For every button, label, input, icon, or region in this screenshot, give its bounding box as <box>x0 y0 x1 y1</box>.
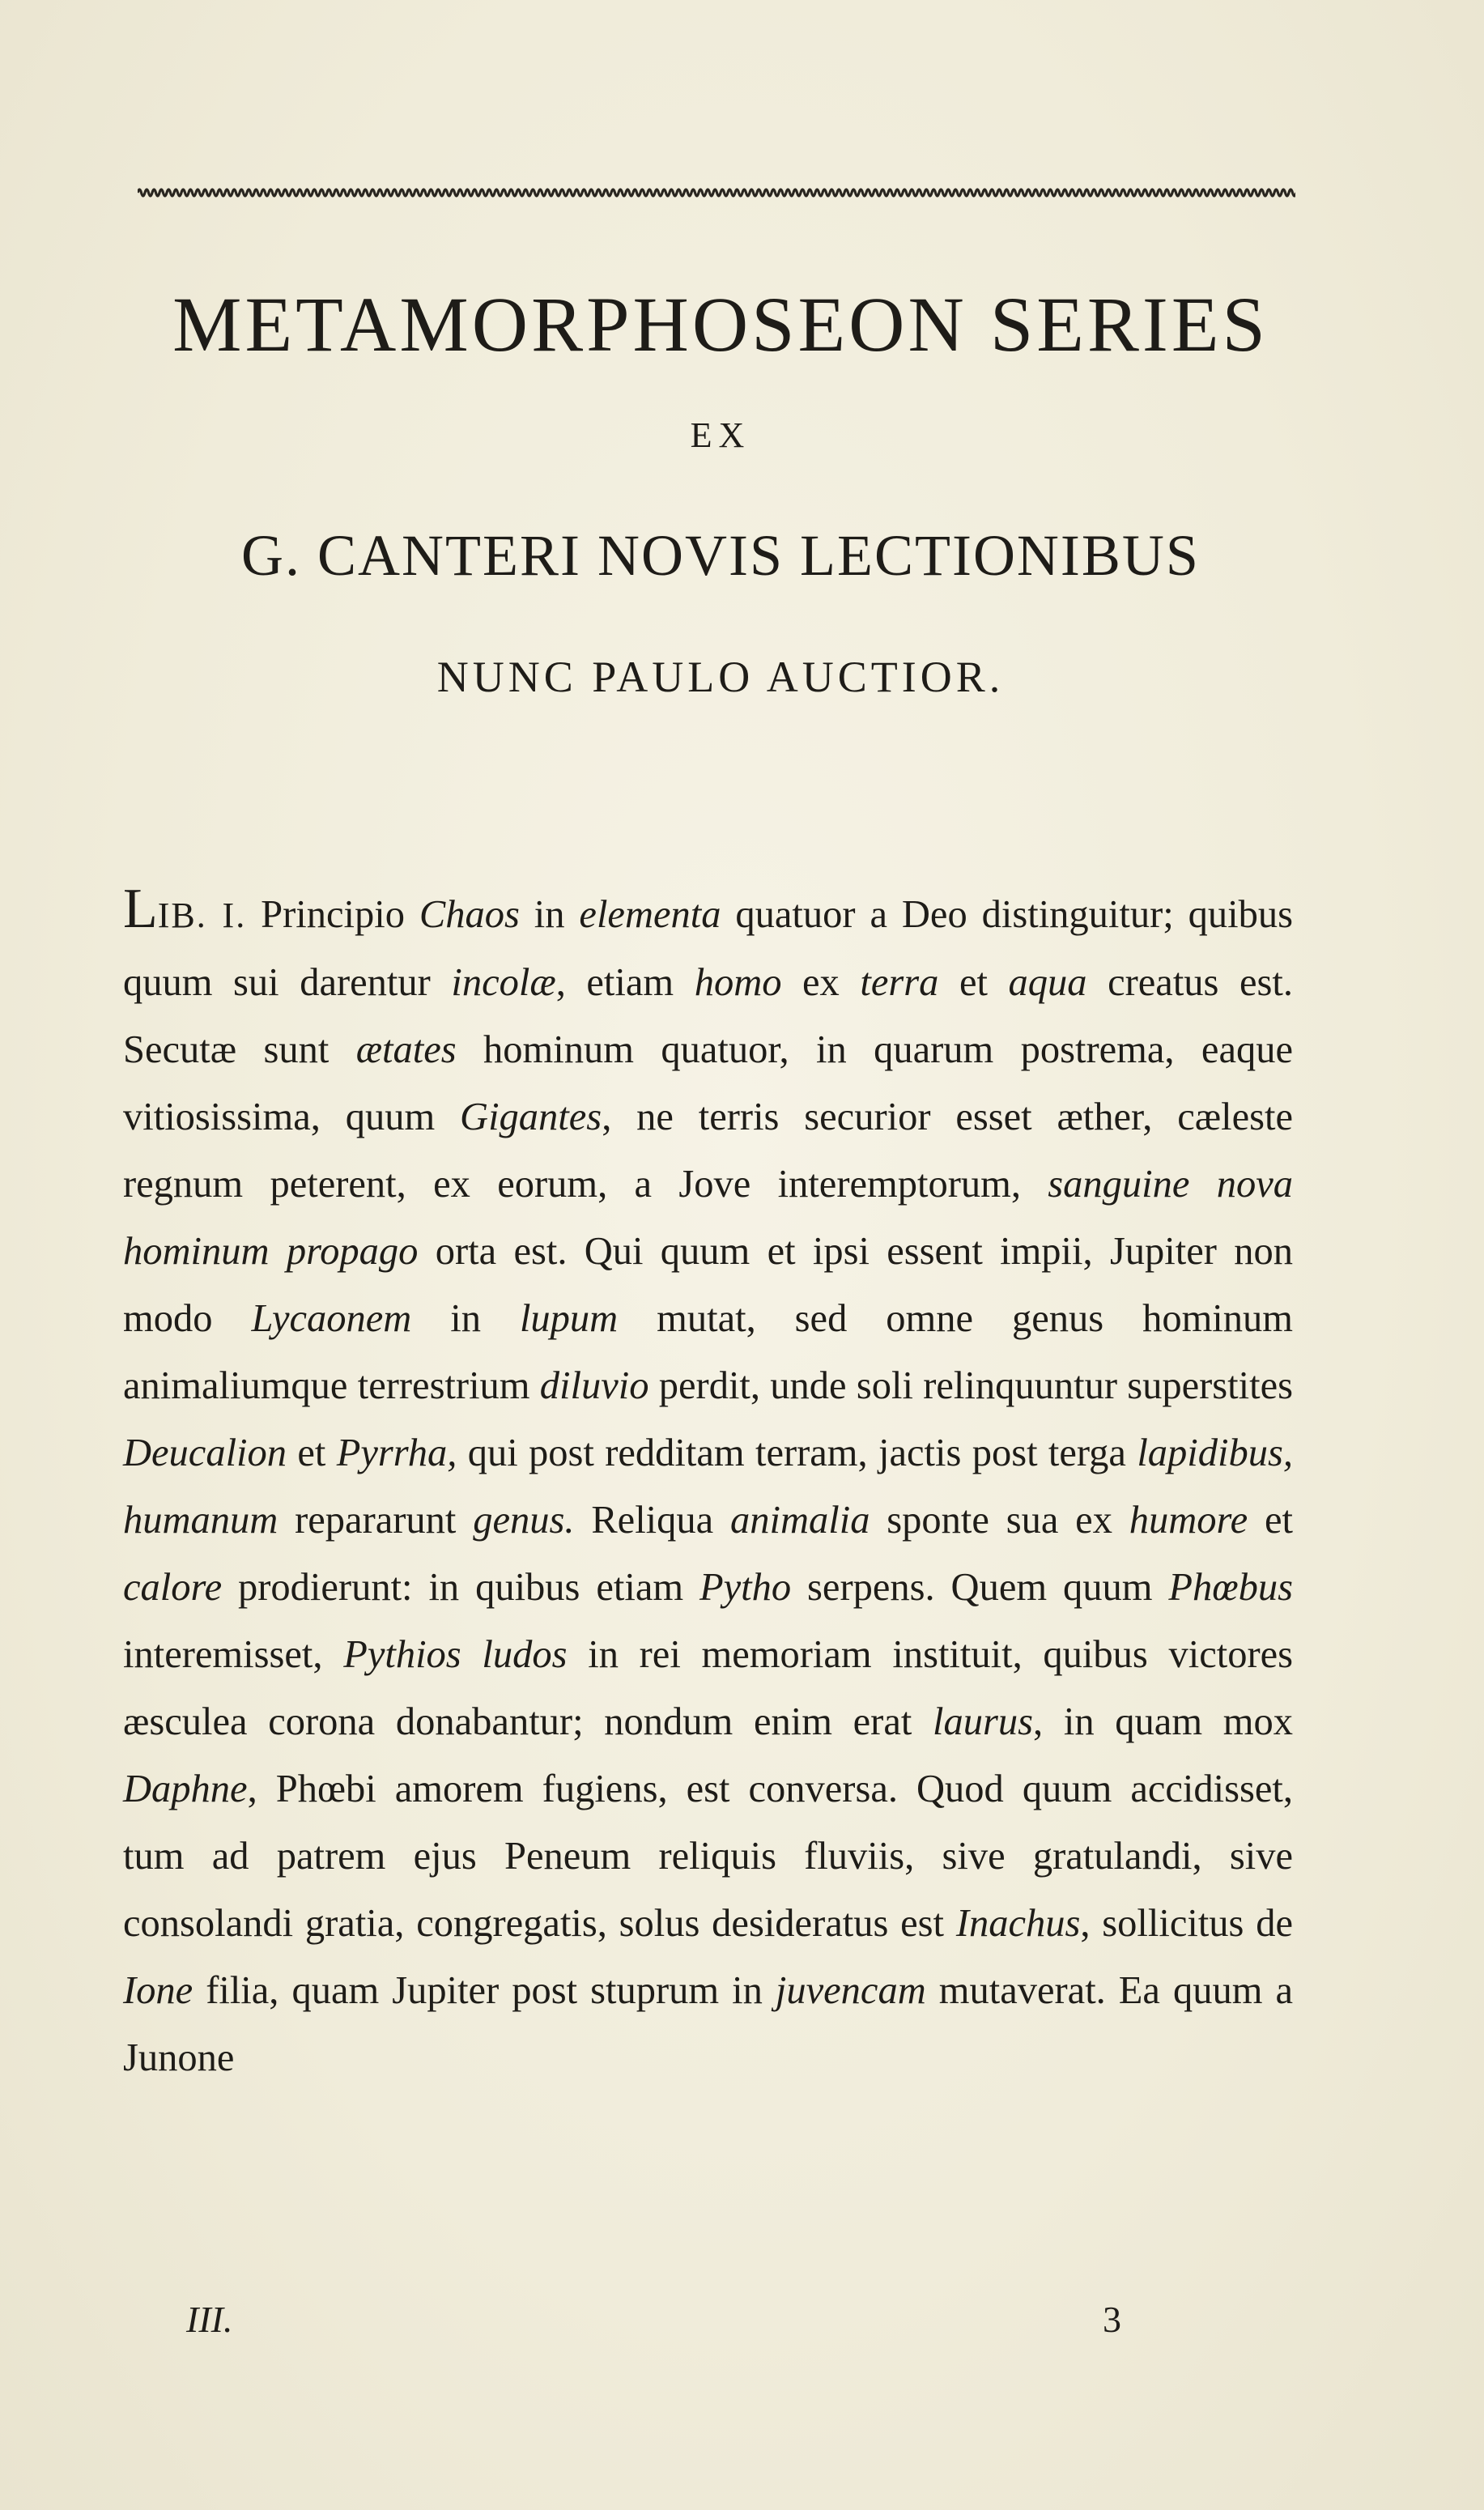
text-run: in rei memoriam instituit, quibus victores æsculea corona donabantur; nondum enim erat <box>123 1633 1293 1743</box>
italic-term: incolæ <box>451 961 556 1004</box>
text-run: quatuor a Deo distinguitur; quibus quum sui darentur <box>123 893 1294 1004</box>
italic-term: diluvio <box>539 1364 649 1407</box>
folio-mark: 3 <box>1103 2299 1121 2340</box>
italic-term: Inachus <box>955 1902 1081 1945</box>
italic-term: sanguine nova hominum propago <box>123 1163 1294 1273</box>
italic-term: Deucalion <box>123 1432 287 1474</box>
text-run: in <box>411 1297 520 1340</box>
text-run: mutaverat. Ea quum a Junone <box>123 1969 1294 2079</box>
text-run: perdit, unde soli relinquuntur superstites <box>648 1364 1294 1407</box>
text-run: filia, quam Jupiter post stuprum in <box>193 1969 776 2012</box>
text-run: , Phœbi amorem fugiens, est conversa. Quod quum accidisset, tum ad patrem ejus Peneum reliquis fluviis, sive gratulandi, sive consolandi gratia, congregatis, solus desideratus est <box>123 1768 1293 1945</box>
italic-term: laurus <box>933 1700 1034 1743</box>
italic-term: lupum <box>519 1297 619 1340</box>
body-paragraph <box>123 878 1294 2091</box>
italic-term: humore <box>1129 1499 1248 1542</box>
italic-term: terra <box>860 961 939 1004</box>
text-run: , in quam mox <box>1033 1700 1293 1743</box>
text-run: qui post redditam terram, jactis post terga <box>457 1432 1137 1474</box>
italic-term: Lycaonem <box>251 1297 412 1340</box>
italic-term: Daphne <box>123 1768 248 1810</box>
signature-mark: III. <box>186 2299 233 2340</box>
text-run: prodierunt: in quibus etiam <box>222 1566 699 1609</box>
italic-term: lapidibus, humanum <box>123 1432 1293 1542</box>
text-run: Reliqua <box>574 1499 730 1542</box>
text-run: , ne terris securior esset æther, cæleste regnum peterent, ex eorum, a Jove interemptorum, <box>123 1095 1293 1206</box>
text-run: serpens. Quem quum <box>791 1566 1169 1609</box>
book-label: IB. I. <box>157 896 247 935</box>
title-line-3: G. CANTERI NOVIS LECTIONIBUS <box>241 523 1200 588</box>
title-line-2: EX <box>690 415 751 455</box>
title-line-1: METAMORPHOSEON SERIES <box>172 281 1269 368</box>
text-run: creatus est. Secutæ sunt <box>123 961 1293 1071</box>
text-run: orta est. Qui quum et ipsi essent impii, Jupiter non modo <box>123 1230 1293 1340</box>
italic-term: Pytho <box>699 1566 792 1609</box>
text-run: , sollicitus de <box>1080 1902 1293 1945</box>
italic-term: juvencam <box>775 1969 926 2012</box>
text-run: , etiam <box>555 961 695 1004</box>
wavy-rule-ornament <box>138 185 1295 201</box>
body-text-segments <box>123 893 1293 2079</box>
italic-term: Chaos <box>419 893 520 936</box>
text-run: interemisset, <box>123 1633 344 1676</box>
italic-term: Phœbus <box>1168 1566 1293 1609</box>
italic-term: Gigantes <box>460 1095 602 1138</box>
italic-term: elementa <box>579 893 721 936</box>
title-line-4: NUNC PAULO AUCTIOR. <box>436 653 1005 701</box>
italic-term: animalia <box>730 1499 870 1542</box>
italic-term: genus. <box>473 1499 575 1542</box>
italic-term: ætates <box>355 1028 457 1071</box>
text-run: sponte sua ex <box>870 1499 1129 1542</box>
text-run: ex <box>781 961 861 1004</box>
text-run: Principio <box>246 893 419 936</box>
book-initial: L <box>123 878 158 940</box>
italic-term: aqua <box>1008 961 1087 1004</box>
italic-term: Pyrrha, <box>336 1432 457 1474</box>
italic-term: calore <box>123 1566 223 1609</box>
text-run: et <box>287 1432 337 1474</box>
italic-term: Pythios ludos <box>343 1633 568 1676</box>
text-run: in <box>519 893 580 936</box>
text-run: repararunt <box>278 1499 474 1542</box>
italic-term: homo <box>694 961 782 1004</box>
text-run: hominum quatuor, in quarum postrema, eaque vitiosissima, quum <box>123 1028 1294 1138</box>
text-run: et <box>1248 1499 1293 1542</box>
text-run: et <box>938 961 1009 1004</box>
text-run: mutat, sed omne genus hominum animaliumque terrestrium <box>123 1297 1293 1407</box>
italic-term: Ione <box>123 1969 193 2012</box>
